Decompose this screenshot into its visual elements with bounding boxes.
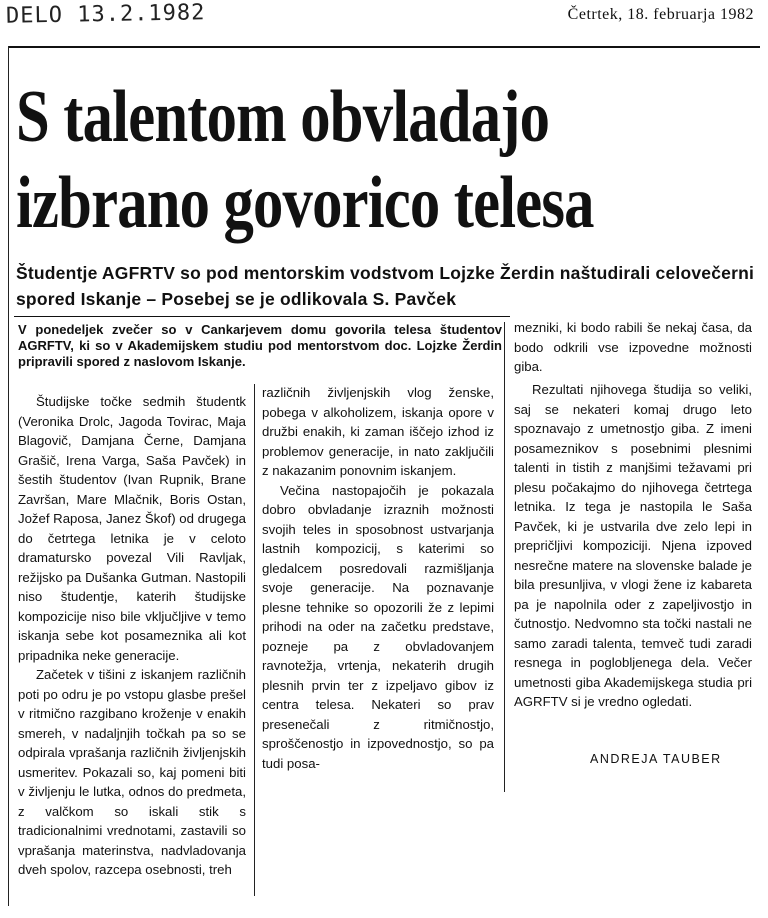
article-column-1 (18, 392, 246, 880)
headline-line-1: S talentom obvladajo (16, 76, 550, 158)
article-column-3 (514, 380, 752, 712)
left-frame-rule (8, 46, 9, 906)
subhead-rule (14, 316, 510, 317)
lead-paragraph: V ponedeljek zvečer so v Cankarjevem domu govorila telesa študentov AGRFTV, ki so v Akademijskem studiu pod mentorstvom doc. Lojzke Žerdin pripravili spored z naslovom Iskanje. (18, 322, 502, 369)
paragraph: Večina nastopajočih je pokazala dobro obvladanje izraznih možnosti svojih teles in sposobnost ustvarjanja lastnih kompozicij, s katerimi so gledalcem posredovali razmišljanja svoje generacije. Na poznavanje plesne tehnike so opozorili že z lepimi prihodi na oder na začetku predstave, pozneje pa z obvladovanjem ravnotežja, vrtenja, nekaterih drugih plesnih prvin ter z izpeljavo gibov iz centra telesa. Nekateri so prav presenečali z ritmičnostjo, sproščenostjo in izpovednostjo, so pa tudi posa- (262, 482, 494, 771)
article-column-3-top (514, 318, 752, 377)
author-byline: ANDREJA TAUBER (590, 752, 722, 766)
paragraph: Začetek v tišini z iskanjem različnih poti po odru je po vstopu glasbe prešel v ritmično razgibano kroženje v enakih smereh, v nadaljnjih točkah pa so se odpirala vprašanja različnih življenjskih usmeritev. Pokazali so, kaj pomeni biti v življenju le lutka, odnos do predmeta, z valčkom so iskali stik s tradicionalnimi vrednotami, zastavili so vprašanja materinstva, nadvladovanja dveh spolov, razcepa osebnosti, treh (18, 667, 246, 877)
column-divider (504, 322, 505, 792)
article-column-2 (262, 383, 494, 773)
paragraph: mezniki, ki bodo rabili še nekaj časa, da bodo odkrili vse izpovedne možnosti giba. (514, 320, 752, 374)
top-rule (8, 46, 760, 48)
subheadline: Študentje AGFRTV so pod mentorskim vodstvom Lojzke Žerdin naštudirali celovečerni spored Iskanje – Posebej se je odlikovala S. Pavček (16, 263, 755, 309)
headline-line-2: izbrano govorico telesa (16, 162, 594, 244)
paragraph: Študijske točke sedmih študentk (Veronika Drolc, Jagoda Tovirac, Maja Blagovič, Damjana Černe, Damjana Grašič, Irena Varga, Saša Pavček) in šestih študentov (Ivan Rupnik, Brane Završan, Mare Mlačnik, Boris Ostan, Jožef Raposa, Janez Škof) od drugega do četrtega letnika je v celoto dramatursko povezal Vili Ravljak, režijsko pa Dušanka Gutman. Nastopili niso študentje, katerih študijske kompozicije niso bile vključljive v temo iskanja sebe kot posameznika ali kot pripadnika neke generacije. (18, 394, 246, 663)
dateline: Četrtek, 18. februarja 1982 (567, 6, 754, 23)
paragraph: Rezultati njihovega študija so veliki, saj se nekateri komaj drugo leto spoznavajo z umetnostjo giba. Z imeni posameznikov s posebnimi plesnimi talenti in tistih z manjšimi težavami pri plesu počakajmo do njihovega četrtega letnika. Iz tega je nastopila le Saša Pavček, ki je ustvarila dve zelo lepi in prepričljivi kompoziciji. Njena izpoved nesrečne matere na slovenske balade je bila presunljiva, v vlogi žene iz kabareta pa je napolnila oder z zapeljivostjo in čutnostjo. Nedvomno sta točki nastali ne samo zaradi talenta, temveč tudi zaradi resnega in poglobljenega dela. Večer umetnosti giba Akademijskega studia pri AGRFTV si je vredno ogledati. (514, 382, 752, 709)
paragraph: različnih življenjskih vlog ženske, pobega v alkoholizem, iskanja opore v družbi enakih, ki zaman iščejo izhod iz problemov generacije, in nato zaključili z nakazanim ponovnim iskanjem. (262, 385, 494, 478)
handwritten-source-note: DELO 13.2.1982 (5, 0, 206, 29)
column-divider (254, 384, 255, 896)
headline (16, 74, 623, 246)
